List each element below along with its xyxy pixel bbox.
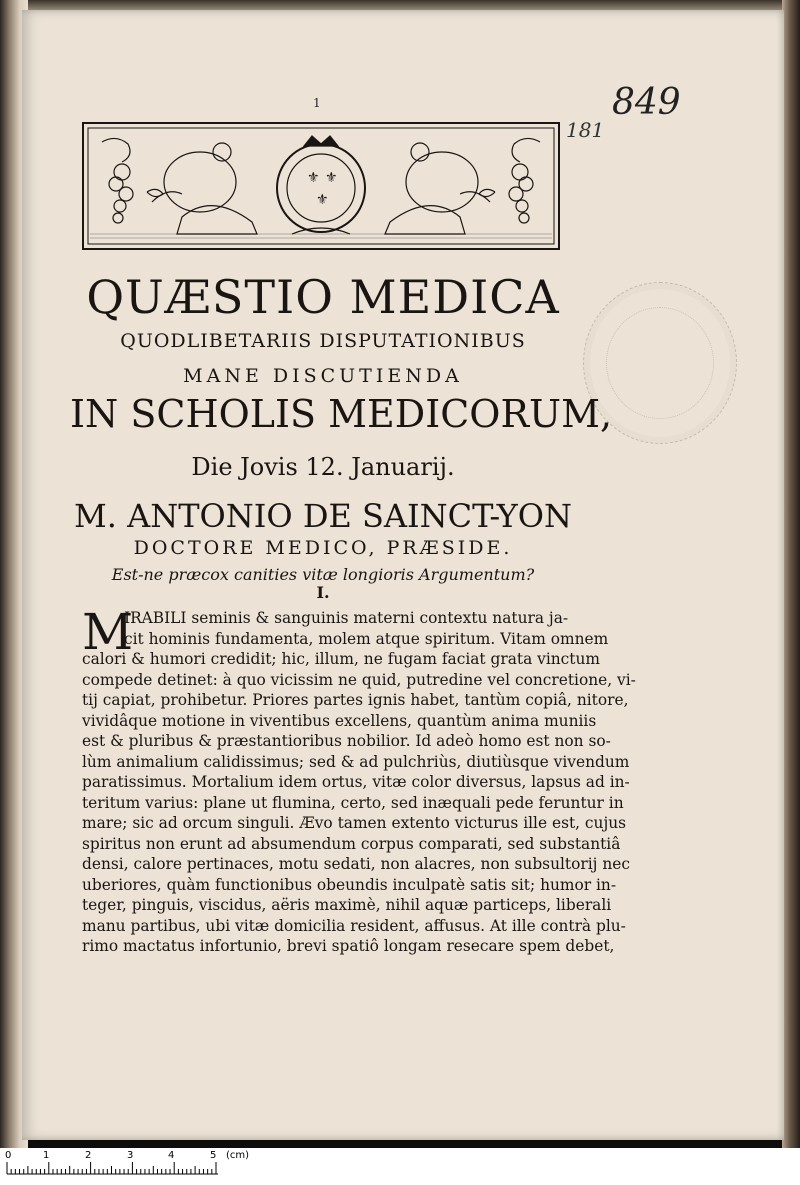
body-line: vividâque motione in viventibus excellens, quantùm anima muniis xyxy=(82,711,597,730)
book-right-edge xyxy=(782,0,800,1148)
body-line: paratissimus. Mortalium idem ortus, vitæ color diversus, lapsus ad in- xyxy=(82,773,630,791)
body-line: teritum varius: plane ut flumina, certo, sed inæquali pede feruntur in xyxy=(82,793,624,812)
body-line: est & pluribus & præstantioribus nobilior. Id adeò homo est non so- xyxy=(82,732,611,750)
body-line: uberiores, quàm functionibus obeundis inculpatè satis sit; humor in- xyxy=(82,875,617,894)
manuscript-number-small: 181 xyxy=(566,118,605,142)
title-doctore-medico: DOCTORE MEDICO, PRÆSIDE. xyxy=(133,537,513,559)
body-line: spiritus non erunt ad absumendum corpus comparati, sed substantiâ xyxy=(82,834,621,853)
svg-text:⚜: ⚜ xyxy=(325,170,338,186)
svg-text:⚜: ⚜ xyxy=(307,170,320,186)
ruler-label-4: 4 xyxy=(168,1150,175,1161)
body-paragraph xyxy=(82,603,636,957)
title-praeses-name: M. ANTONIO DE SAINCT-YON xyxy=(73,497,573,535)
body-line: lùm animalium calidissimus; sed & ad pulchriùs, diutiùsque vivendum xyxy=(82,752,630,771)
signature-mark: 1 xyxy=(313,96,321,110)
ruler-ticks xyxy=(0,1162,240,1176)
body-line: IRABILI seminis & sanguinis materni contextu natura ja- xyxy=(124,609,569,627)
body-line: cit hominis fundamenta, molem atque spiritum. Vitam omnem xyxy=(124,629,609,648)
ruler-label-1: 1 xyxy=(43,1150,50,1161)
ruler-label-2: 2 xyxy=(85,1150,92,1161)
decorative-headpiece xyxy=(82,122,560,250)
question-heading: Est-ne præcox canities vitæ longioris Argumentum? xyxy=(111,565,535,584)
body-line: tij capiat, prohibetur. Priores partes ignis habet, tantùm copiâ, nitore, xyxy=(82,691,629,709)
body-line: calori & humori credidit; hic, illum, ne fugam faciat grata vinctum xyxy=(82,650,600,668)
ruler-label-3: 3 xyxy=(127,1150,134,1161)
title-date: Die Jovis 12. Januarij. xyxy=(191,453,455,481)
drop-cap: M xyxy=(82,603,134,661)
body-line: teger, pinguis, viscidus, aëris maximè, nihil aquæ particeps, liberali xyxy=(82,896,612,914)
title-quaestio-medica: QUÆSTIO MEDICA xyxy=(86,270,560,324)
ruler-unit: (cm) xyxy=(226,1150,250,1161)
title-quodlibetariis: QUODLIBETARIIS DISPUTATIONIBUS xyxy=(120,330,526,352)
title-in-scholis: IN SCHOLIS MEDICORUM, xyxy=(70,392,613,436)
title-mane-discutienda: MANE DISCUTIENDA xyxy=(183,365,463,387)
ruler-label-0: 0 xyxy=(5,1150,12,1161)
body-line: rimo mactatus infortunio, brevi spatiô longam resecare spem debet, xyxy=(82,937,615,955)
manuscript-number: 849 xyxy=(612,82,681,123)
section-number: I. xyxy=(316,583,330,602)
body-line: densi, calore pertinaces, motu sedati, non alacres, non subsultorij nec xyxy=(82,855,630,873)
body-line: manu partibus, ubi vitæ domicilia resident, affusus. At ille contrà plu- xyxy=(82,916,626,935)
ruler-label-5: 5 xyxy=(210,1150,217,1161)
body-line: compede detinet: à quo vicissim ne quid, putredine vel concretione, vi- xyxy=(82,670,636,689)
body-line: mare; sic ad orcum singuli. Ævo tamen extento victurus ille est, cujus xyxy=(82,814,627,832)
svg-text:⚜: ⚜ xyxy=(316,192,329,208)
headpiece-engraving xyxy=(82,122,560,250)
scale-ruler xyxy=(0,1148,800,1185)
